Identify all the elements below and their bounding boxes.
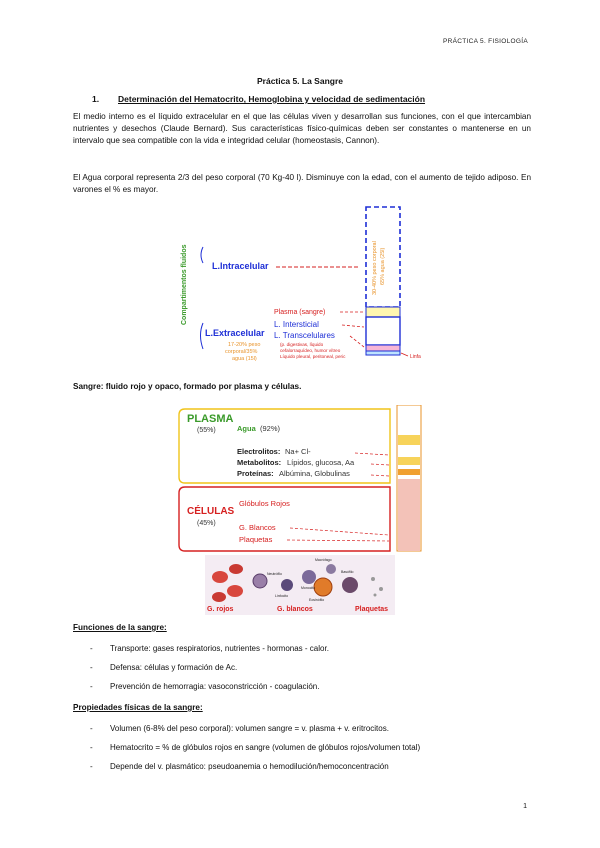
property-item: - Volumen (6-8% del peso corporal): volumen sangre = v. plasma + v. eritrocitos. <box>90 724 389 733</box>
red-cell-1 <box>212 571 228 583</box>
proteins-value: Albúmina, Globulinas <box>279 469 350 478</box>
plasma-label: Plasma (sangre) <box>274 309 326 316</box>
platelet-3 <box>374 594 377 597</box>
page-header: PRÁCTICA 5. FISIOLOGÍA <box>443 38 528 45</box>
interstitial-label: L. Intersticial <box>274 320 319 329</box>
electrolytes-value: Na+ Cl- <box>285 447 311 456</box>
cells-caption-red: G. rojos <box>207 606 234 613</box>
compartments-figure <box>170 205 430 373</box>
metabolites-value: Lípidos, glucosa, Aa <box>287 458 355 467</box>
extracellular-note-2: corporal/35% <box>225 349 258 355</box>
cells-box <box>179 487 390 551</box>
extracellular-note-1: 17-20% peso <box>228 342 261 348</box>
functions-heading: Funciones de la sangre: <box>73 623 167 632</box>
cells-pct: (45%) <box>197 520 216 527</box>
cells-title: CÉLULAS <box>187 506 235 517</box>
lymphocyte-cell <box>281 579 293 591</box>
platelet-2 <box>379 587 383 591</box>
transcellular-arrow <box>350 336 364 347</box>
white-cells-label: G. Blancos <box>239 523 276 532</box>
properties-heading: Propiedades físicas de la sangre: <box>73 703 203 712</box>
water-paragraph: El Agua corporal representa 2/3 del peso corporal (70 Kg-40 l). Disminuye con la edad, con el aumento de tejido adiposo. En varones el % es mayor. <box>73 173 531 195</box>
transcellular-label: L. Transcelulares <box>274 331 335 340</box>
trans-note-1: (p. digestivas, líquido <box>280 342 324 347</box>
interstitial-arrow <box>342 325 364 327</box>
section-number: 1. <box>92 94 100 104</box>
platelets-label: Plaquetas <box>239 535 273 544</box>
bracket-top <box>201 247 203 263</box>
intro-paragraph: El medio interno es el líquido extracelular en el que las células viven y desarrollan sus funciones, con el que intercambian nutrientes y desechos (Claude Bernard). Sus características físico-químicas deben ser constantes o mantenerse en un intervalo que sea compatible con la vida e integridad celular (homeostasis, Cannon). <box>73 112 531 146</box>
arrow-metabolites <box>371 464 389 465</box>
red-cell-3 <box>212 592 226 602</box>
tube-band-3 <box>398 469 420 475</box>
monocyte-label: Monocito <box>301 586 316 590</box>
macrophage-label: Macrófago <box>315 558 332 562</box>
arrow-proteins <box>371 475 389 476</box>
property-item-text: Depende del v. plasmático: pseudoanemia o hemodilución/hemoconcentración <box>110 762 389 771</box>
page-number: 1 <box>523 803 527 810</box>
bar-note-1: 30-40% peso corporal <box>372 241 378 295</box>
basophil-label: Basófilo <box>341 570 354 574</box>
section-heading <box>92 94 425 104</box>
plasma-pct: (55%) <box>197 427 216 434</box>
basophil-cell <box>342 577 358 593</box>
property-item-text: Hematocrito = % de glóbulos rojos en sangre (volumen de glóbulos rojos/volumen total) <box>110 743 421 752</box>
lymph-arrow <box>401 353 408 356</box>
compartments-label: Compartimentos fluidos <box>181 244 188 325</box>
lymph-label: Linfa <box>410 354 421 360</box>
bar-note-2: 65% agua (25l) <box>380 247 386 285</box>
arrow-electrolytes <box>355 453 389 455</box>
function-item-text: Transporte: gases respiratorios, nutrientes - hormonas - calor. <box>110 644 329 653</box>
cells-caption-platelets: Plaquetas <box>355 606 389 613</box>
platelet-1 <box>371 577 375 581</box>
red-cell-2 <box>227 585 243 597</box>
transcellular-bar <box>366 345 400 351</box>
plasma-bar <box>366 307 400 317</box>
tube-band-2 <box>398 457 420 465</box>
property-item: - Depende del v. plasmático: pseudoanemia o hemodilución/hemoconcentración <box>90 762 389 771</box>
function-item: - Transporte: gases respiratorios, nutrientes - hormonas - calor. <box>90 644 329 653</box>
lymph-bar <box>366 351 400 355</box>
blood-composition-figure <box>175 405 423 553</box>
tube-cells <box>398 479 420 551</box>
trans-note-2: cefalorraquídeo, humor vítreo <box>280 348 341 353</box>
blood-cells-figure <box>205 555 395 615</box>
function-item-text: Prevención de hemorragia: vasoconstricción - coagulación. <box>110 682 320 691</box>
intracellular-label: L.Intracelular <box>212 261 269 271</box>
page-title: Práctica 5. La Sangre <box>257 76 343 86</box>
arrow-white-cells <box>290 528 389 535</box>
neutrophil-cell <box>253 574 267 588</box>
blood-definition: Sangre: fluido rojo y opaco, formado por plasma y células. <box>73 382 302 391</box>
bracket-bottom <box>201 323 204 349</box>
metabolites-label: Metabolitos: <box>237 458 282 467</box>
property-item: - Hematocrito = % de glóbulos rojos en sangre (volumen de glóbulos rojos/volumen total) <box>90 743 421 752</box>
section-title: Determinación del Hematocrito, Hemoglobina y velocidad de sedimentación <box>118 94 426 104</box>
cells-caption-white: G. blancos <box>277 606 313 613</box>
trans-note-3: Líquido pleural, peritoneal, peric <box>280 354 346 359</box>
neutrophil-label: Neutrófilo <box>267 572 282 576</box>
function-item: - Prevención de hemorragia: vasoconstricción - coagulación. <box>90 682 320 691</box>
plasma-title: PLASMA <box>187 413 234 425</box>
electrolytes-label: Electrolitos: <box>237 447 281 456</box>
proteins-label: Proteínas: <box>237 469 274 478</box>
eosinophil-label: Eosinófilo <box>309 598 325 602</box>
extracellular-note-3: agua (15l) <box>232 356 257 362</box>
extracellular-label: L.Extracelular <box>205 328 265 338</box>
eosinophil-cell <box>314 578 332 596</box>
red-cell-4 <box>229 564 243 574</box>
tube-band-1 <box>398 435 420 445</box>
water-pct: (92%) <box>260 424 281 433</box>
function-item-text: Defensa: células y formación de Ac. <box>110 663 238 672</box>
water-label: Agua <box>237 424 256 433</box>
property-item-text: Volumen (6-8% del peso corporal): volumen sangre = v. plasma + v. eritrocitos. <box>110 724 389 733</box>
interstitial-bar <box>366 317 400 345</box>
lymphocyte-label: Linfocito <box>275 594 289 598</box>
arrow-platelets <box>287 540 389 541</box>
monocyte-cell <box>302 570 316 584</box>
function-item: - Defensa: células y formación de Ac. <box>90 663 238 672</box>
macrophage-cell <box>326 564 336 574</box>
red-cells-label: Glóbulos Rojos <box>239 499 290 508</box>
